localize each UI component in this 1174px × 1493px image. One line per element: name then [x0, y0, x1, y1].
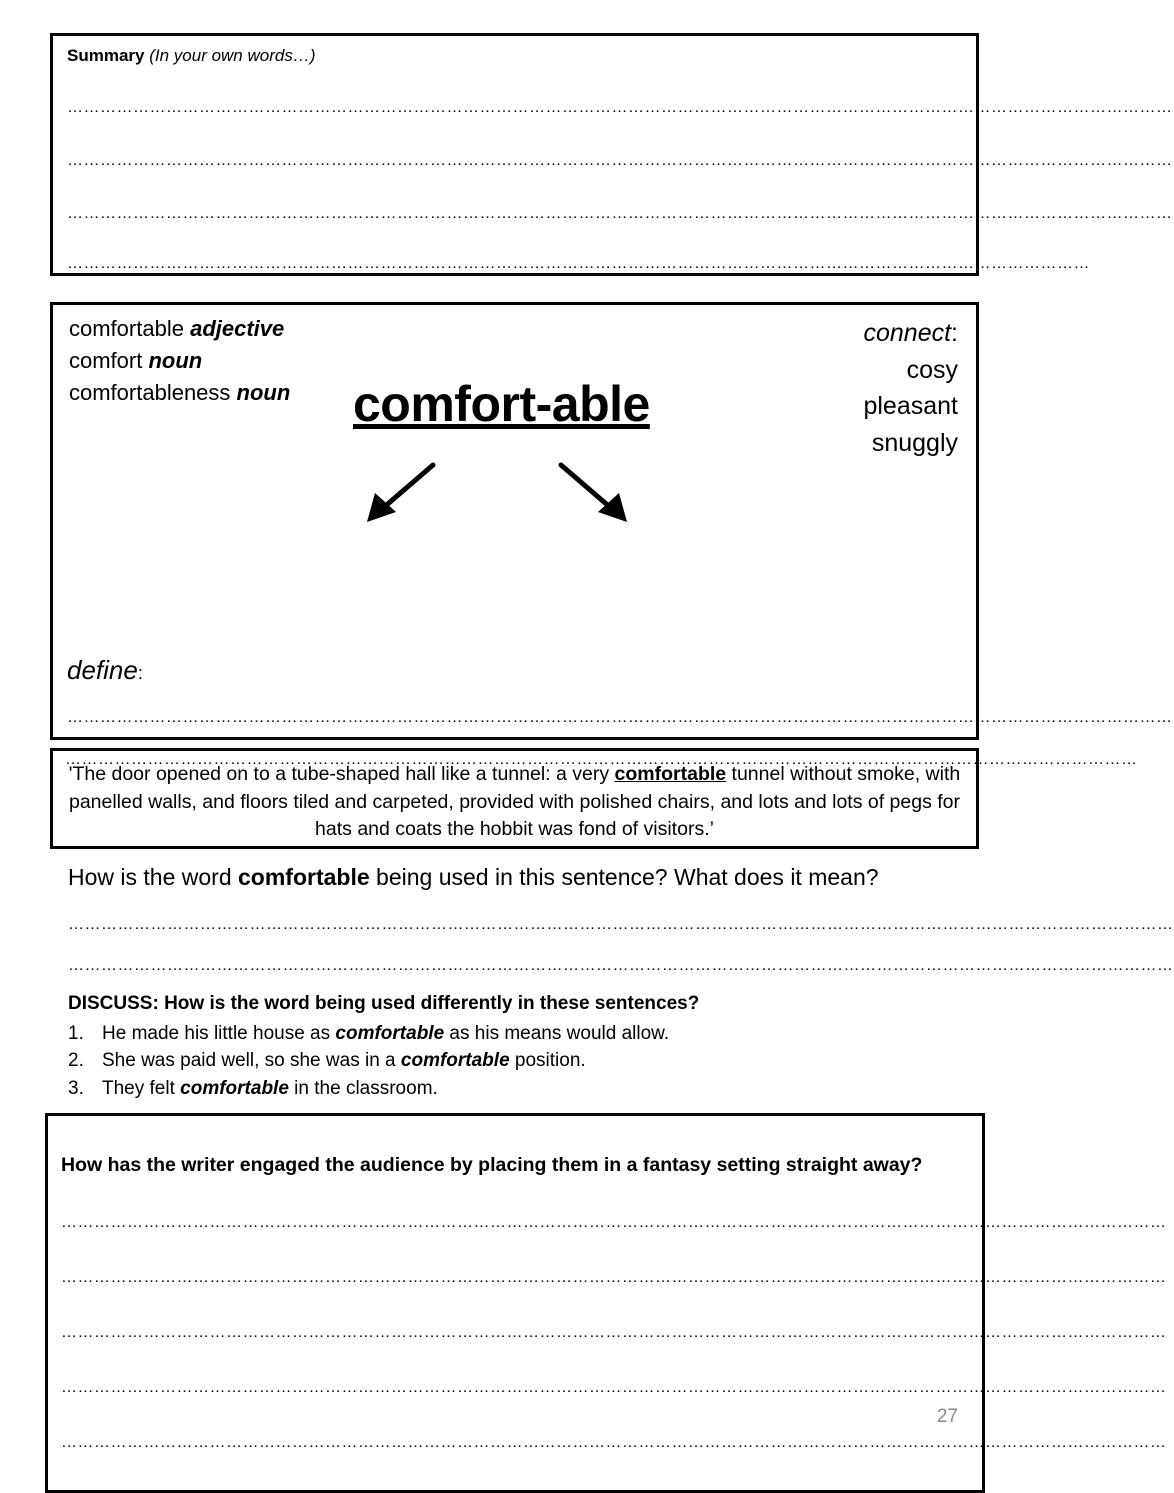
word-form: comfort — [69, 348, 143, 373]
quote-part: 'The door opened on to a tube-shaped hall like a tunnel: a very — [68, 763, 615, 785]
connect-colon: : — [951, 319, 958, 347]
synonym: pleasant — [863, 392, 958, 420]
meaning-answer-line[interactable]: ………………………………………………………………………………………………………………………………………………………………………………… — [68, 957, 1174, 974]
writer-answer-line[interactable]: ………………………………………………………………………………………………………………………………………………………………………………… — [61, 1269, 1167, 1286]
item-text: He made his little house as — [102, 1023, 336, 1044]
arrow-down-left-icon — [367, 465, 433, 522]
discuss-item — [68, 1075, 669, 1102]
question-keyword: comfortable — [238, 864, 370, 890]
item-keyword: comfortable — [335, 1023, 445, 1044]
synonym: cosy — [906, 355, 958, 384]
meaning-question — [68, 864, 879, 891]
discuss-item — [68, 1020, 669, 1047]
word-form: comfortable — [69, 316, 184, 341]
morphology-arrows — [53, 305, 1173, 737]
summary-answer-line[interactable]: ………………………………………………………………………………………………………………………………………………………………………………… — [67, 99, 1173, 116]
headword: comfort-able — [353, 376, 650, 432]
discuss-item — [68, 1047, 669, 1074]
question-part: How is the word — [68, 864, 239, 890]
word-study-box — [50, 302, 1173, 740]
item-text: as his means would allow. — [444, 1023, 670, 1044]
summary-answer-line[interactable]: ………………………………………………………………………………………………………………………………………………………………………………… — [67, 205, 1173, 222]
item-number: 2. — [68, 1050, 84, 1072]
summary-label: Summary — [67, 46, 145, 65]
writer-answer-line[interactable]: ………………………………………………………………………………………………………………………………………………………………………………… — [61, 1214, 1167, 1231]
quote-box — [50, 748, 1138, 849]
summary-answer-line[interactable]: ………………………………………………………………………………………………………………………………………………………………………………… — [67, 152, 1173, 169]
writer-answer-line[interactable]: ………………………………………………………………………………………………………………………………………………………………………………… — [61, 1324, 1167, 1341]
part-of-speech: noun — [148, 348, 203, 373]
connect-label: connect — [863, 319, 952, 347]
item-text: They felt — [102, 1077, 181, 1099]
item-keyword: comfortable — [180, 1077, 289, 1099]
define-heading — [67, 655, 143, 686]
discuss-list — [68, 1020, 669, 1102]
item-keyword: comfortable — [400, 1050, 510, 1072]
part-of-speech: adjective — [190, 316, 285, 341]
summary-answer-line[interactable]: …………………………………………………………………………………………………………………………………………………………………… — [67, 255, 1090, 272]
item-number: 3. — [68, 1077, 84, 1099]
item-text: position. — [509, 1050, 586, 1072]
connect-section — [863, 315, 958, 461]
define-answer-line[interactable]: …………………………………………………………………………………………………………………………………………………………………………… — [65, 751, 1138, 768]
summary-hint: (In your own words…) — [149, 46, 316, 65]
page-number: 27 — [936, 1406, 958, 1427]
arrow-down-right-icon — [561, 465, 627, 522]
connect-heading — [863, 315, 958, 352]
word-form: comfortableness — [69, 380, 231, 405]
writer-question-box — [45, 1113, 1167, 1493]
quote-part: tunnel without smoke, with panelled walls, and floors tiled and carpeted, provided with polished chairs, and lots and lots of pegs for hats and coats the hobbit was fond of visitors.’ — [68, 763, 961, 840]
question-part: being used in this sentence? What does it mean? — [369, 864, 879, 890]
meaning-answer-line[interactable]: ………………………………………………………………………………………………………………………………………………………………………………… — [68, 916, 1174, 933]
define-answer-line[interactable]: ………………………………………………………………………………………………………………………………………………………………………………… — [67, 709, 1173, 726]
part-of-speech: noun — [236, 380, 291, 405]
writer-question: How has the writer engaged the audience by placing them in a fantasy setting straight away? — [61, 1154, 923, 1176]
quote-keyword: comfortable — [614, 763, 727, 785]
define-colon: : — [137, 663, 143, 683]
define-label: define — [67, 655, 138, 685]
summary-box — [50, 33, 1173, 276]
item-text: in the classroom. — [288, 1077, 438, 1099]
quote-text — [67, 761, 962, 844]
writer-answer-line[interactable]: ………………………………………………………………………………………………………………………………………………………………………………… — [61, 1434, 1167, 1451]
writer-answer-line[interactable]: ………………………………………………………………………………………………………………………………………………………………………………… — [61, 1379, 1167, 1396]
discuss-title: DISCUSS: How is the word being used differently in these sentences? — [68, 993, 700, 1014]
summary-title — [67, 46, 316, 66]
item-text: She was paid well, so she was in a — [102, 1050, 401, 1072]
synonym: snuggly — [871, 428, 958, 457]
item-number: 1. — [68, 1023, 84, 1044]
